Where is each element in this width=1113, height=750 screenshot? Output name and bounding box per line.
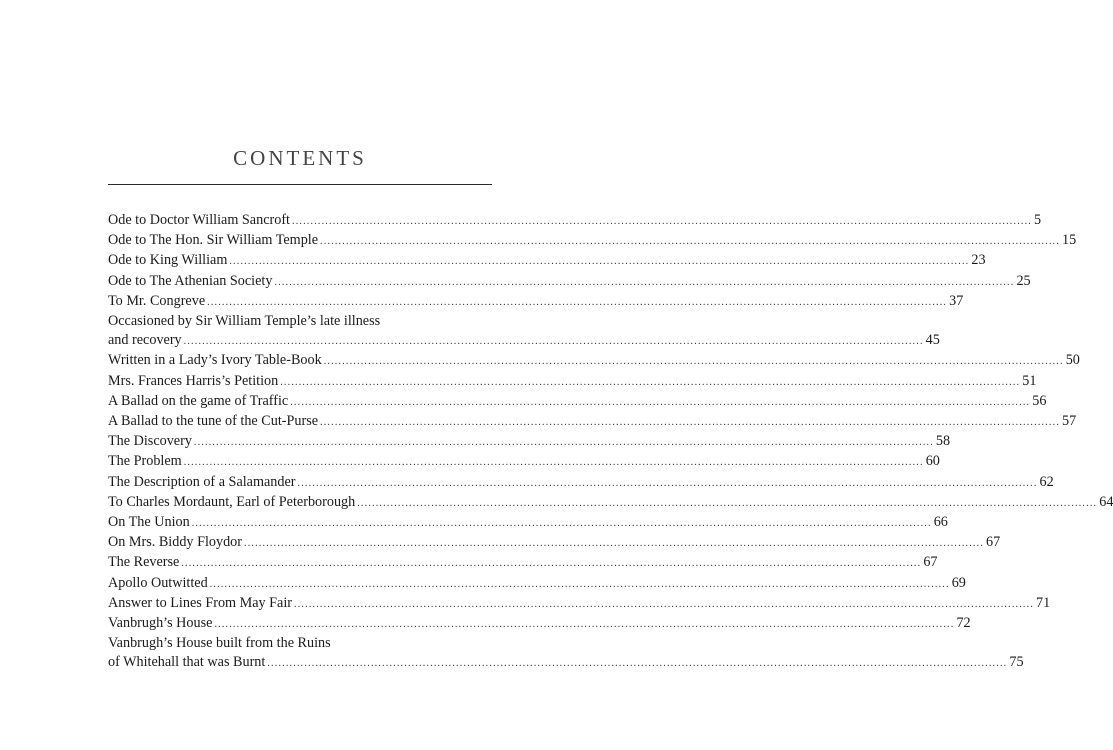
toc-entry-page-number: 67: [986, 534, 1001, 551]
toc-entry-title-line: Vanbrugh’s House built from the Ruins: [108, 635, 331, 652]
toc-entry: [108, 574, 966, 594]
dot-leader: ........................................................................................................................................................................................................: [274, 276, 1015, 288]
toc-entry-title: Answer to Lines From May Fair: [108, 594, 293, 611]
toc-entry-line: [108, 392, 1047, 412]
toc-entry-title: On Mrs. Biddy Floydor: [108, 534, 243, 551]
toc-entry-line: [108, 351, 1080, 371]
dot-leader: ........................................................................................................................................................................................................: [229, 256, 970, 268]
toc-entry-line: [108, 452, 940, 472]
dot-leader: ........................................................................................................................................................................................................: [214, 619, 955, 631]
toc-entry-page-number: 50: [1065, 352, 1080, 369]
toc-entry-line: [108, 653, 1024, 673]
toc-entry-title: and recovery: [108, 332, 182, 349]
toc-entry: [108, 614, 971, 634]
toc-entry: [108, 251, 986, 271]
toc-entry: [108, 231, 1077, 251]
toc-entry-line: [108, 272, 1031, 292]
toc-entry-page-number: 57: [1062, 413, 1077, 430]
toc-entry-line: [108, 331, 940, 351]
toc-entry: [108, 634, 1024, 673]
dot-leader: ........................................................................................................................................................................................................: [320, 236, 1061, 248]
toc-entry-line: [108, 231, 1077, 251]
toc-entry-title: The Discovery: [108, 433, 192, 450]
toc-entry-page-number: 60: [925, 453, 940, 470]
toc-entry-page-number: 69: [951, 574, 966, 591]
dot-leader: ........................................................................................................................................................................................................: [193, 437, 934, 449]
toc-entry-title: of Whitehall that was Burnt: [108, 654, 266, 671]
dot-leader: ........................................................................................................................................................................................................: [183, 457, 924, 469]
toc-entry-line: [108, 513, 948, 533]
toc-entry-title: A Ballad on the game of Traffic: [108, 392, 289, 409]
toc-entry-page-number: 5: [1034, 212, 1042, 228]
dot-leader: ........................................................................................................................................................................................................: [181, 558, 922, 570]
toc-entry-title: Mrs. Frances Harris’s Petition: [108, 372, 279, 389]
toc-entry-title: A Ballad to the tune of the Cut-Purse: [108, 413, 319, 430]
toc-entry-title: Ode to The Hon. Sir William Temple: [108, 232, 319, 249]
toc-entry-title: To Charles Mordaunt, Earl of Peterborough: [108, 493, 356, 510]
toc-entry-title: The Reverse: [108, 554, 180, 571]
toc-entry: [108, 272, 1031, 292]
toc-entry-title: Written in a Lady’s Ivory Table-Book: [108, 352, 322, 369]
toc-entry-line: [108, 594, 1051, 614]
table-of-contents: [108, 211, 1113, 674]
dot-leader: ........................................................................................................................................................................................................: [357, 497, 1098, 509]
toc-entry-title: The Description of a Salamander: [108, 473, 296, 490]
toc-entry-page-number: 45: [925, 332, 940, 349]
toc-entry: [108, 452, 940, 472]
toc-entry-page-number: 67: [923, 554, 938, 571]
toc-entry-line: [108, 473, 1054, 493]
dot-leader: ........................................................................................................................................................................................................: [294, 598, 1035, 610]
toc-entry-title: Ode to The Athenian Society: [108, 272, 273, 289]
toc-entry: [108, 473, 1054, 493]
toc-entry-page-number: 25: [1016, 272, 1031, 289]
toc-entry: [108, 533, 1001, 553]
title-rule: [108, 184, 492, 185]
toc-entry-line: [108, 372, 1037, 392]
toc-entry-title: To Mr. Congreve: [108, 292, 206, 309]
toc-entry: [108, 594, 1051, 614]
dot-leader: ........................................................................................................................................................................................................: [290, 396, 1031, 408]
toc-entry-page-number: 37: [949, 292, 964, 309]
toc-entry-title: On The Union: [108, 514, 190, 531]
dot-leader: ........................................................................................................................................................................................................: [292, 216, 1032, 227]
dot-leader: ........................................................................................................................................................................................................: [267, 658, 1008, 670]
toc-entry-title: Ode to King William: [108, 252, 228, 269]
toc-entry: [108, 432, 951, 452]
dot-leader: ........................................................................................................................................................................................................: [191, 518, 932, 530]
toc-entry-page-number: 62: [1039, 473, 1054, 490]
toc-entry-title: Apollo Outwitted: [108, 574, 208, 591]
toc-entry-line: [108, 574, 966, 594]
toc-entry: [108, 412, 1077, 432]
toc-entry-line: [108, 292, 964, 312]
dot-leader: ........................................................................................................................................................................................................: [280, 376, 1021, 388]
dot-leader: ........................................................................................................................................................................................................: [323, 356, 1064, 368]
toc-entry-title-line: Occasioned by Sir William Temple’s late illness: [108, 313, 381, 330]
toc-entry: [108, 392, 1047, 412]
page-title: CONTENTS: [233, 146, 367, 170]
toc-entry-title: Ode to Doctor William Sancroft: [108, 212, 290, 228]
toc-entry-page-number: 66: [933, 514, 948, 531]
toc-entry: [108, 372, 1037, 392]
toc-entry-title: Vanbrugh’s House: [108, 615, 213, 632]
toc-entry-title: The Problem: [108, 453, 182, 470]
toc-entry: [108, 312, 940, 351]
toc-entry-page-number: 23: [971, 252, 986, 269]
toc-entry-line: [108, 493, 1113, 513]
toc-entry: [108, 211, 1042, 231]
dot-leader: ........................................................................................................................................................................................................: [209, 578, 950, 590]
toc-entry-page-number: 56: [1032, 392, 1047, 409]
toc-entry-page-number: 51: [1022, 372, 1037, 389]
toc-entry: [108, 292, 964, 312]
toc-entry-line: [108, 432, 951, 452]
toc-entry-line: [108, 614, 971, 634]
dot-leader: ........................................................................................................................................................................................................: [183, 336, 924, 348]
toc-entry: [108, 513, 948, 533]
toc-entry-page-number: 64: [1099, 493, 1113, 510]
dot-leader: ........................................................................................................................................................................................................: [320, 417, 1061, 429]
toc-entry-page-number: 15: [1062, 232, 1077, 249]
toc-entry: [108, 351, 1080, 371]
toc-entry-line: [108, 533, 1001, 553]
toc-entry-line: [108, 553, 938, 573]
toc-entry-page-number: 71: [1036, 594, 1051, 611]
toc-entry: [108, 553, 938, 573]
dot-leader: ........................................................................................................................................................................................................: [297, 477, 1038, 489]
toc-entry-page-number: 72: [956, 615, 971, 632]
toc-entry-line: [108, 412, 1077, 432]
toc-entry-page-number: 75: [1009, 654, 1024, 671]
toc-entry: [108, 493, 1113, 513]
dot-leader: ........................................................................................................................................................................................................: [244, 538, 985, 550]
toc-entry-line: [108, 251, 986, 271]
toc-entry-page-number: 58: [935, 433, 951, 450]
dot-leader: ........................................................................................................................................................................................................: [207, 296, 948, 308]
toc-entry-line: [108, 211, 1042, 231]
